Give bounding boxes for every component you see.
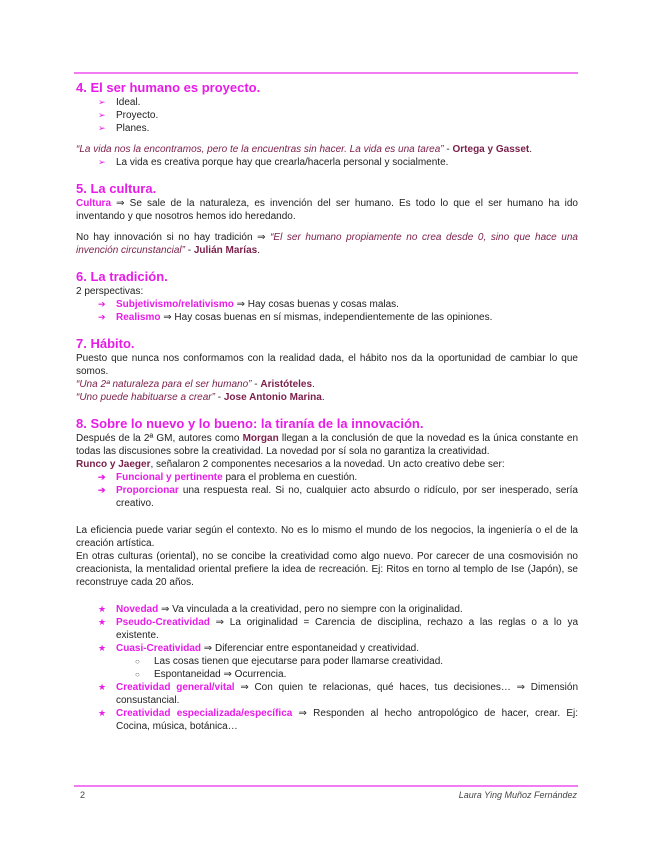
list-item: ★ Pseudo-Creatividad ⇒ La originalidad = Carencia de disciplina, rechazo a las reglas o a lo ya existente. <box>98 617 578 641</box>
list-item: ★ Creatividad general/vital ⇒ Con quien te relacionas, qué haces, tus decisiones… ⇒ Dimensión consustancial. <box>98 682 579 706</box>
list-item: ★ Cuasi-Creatividad ⇒ Diferenciar entre espontaneidad y creatividad. ○ Las cosas tienen que ejecutarse para poder llamarse creatividad. ○ Espontaneidad ⇒ Ocurrencia. <box>76 642 578 681</box>
arrowhead-icon: ➢ <box>98 97 106 107</box>
eficiencia-paragraph: La eficiencia puede variar según el contexto. No es lo mismo el mundo de los negocios, la ingeniería o el de la creación artística. <box>76 525 578 549</box>
footer-rule <box>74 785 578 787</box>
document-body <box>76 80 578 733</box>
habito-paragraph: Puesto que nunca nos conformamos con la realidad dada, el hábito nos da la oportunidad de cambiar lo que somos. <box>76 353 578 377</box>
list-item: ➢ Planes. <box>98 123 150 134</box>
arrow-icon: ➔ <box>98 312 106 322</box>
perspectivas-intro: 2 perspectivas: <box>76 286 144 297</box>
cuasi-sublist <box>76 655 578 681</box>
list-item: ➔ Funcional y pertinente para el problema en cuestión. <box>98 472 358 483</box>
arrowhead-icon: ➢ <box>98 157 106 167</box>
ortega-quote: “La vida nos la encontramos, pero te la encuentras sin hacer. La vida es una tarea” - Ortega y Gasset. <box>76 144 533 155</box>
arrow-icon: ➔ <box>98 472 106 482</box>
aristoteles-quote: “Una 2ª naturaleza para el ser humano” - Aristóteles. <box>76 379 315 390</box>
list-item: ➔ Proporcionar una respuesta real. Si no, cualquier acto absurdo o ridículo, por ser inesperado, sería creativo. <box>98 485 578 509</box>
tradicion-paragraph: No hay innovación si no hay tradición ⇒ “El ser humano propiamente no crea desde 0, sino que hace una invención circunstancial” - Julián Marías. <box>76 232 578 256</box>
list-item: ➢ Ideal. <box>98 97 141 108</box>
footer-author: Laura Ying Muñoz Fernández <box>458 790 577 800</box>
header-rule <box>74 72 578 74</box>
list-item: ★ Creatividad especializada/específica ⇒ Responden al hecho antropológico de hacer, crear. Ej: Cocina, música, botánica… <box>98 708 579 732</box>
list-item: ➢ Proyecto. <box>98 110 159 121</box>
star-icon: ★ <box>98 643 107 653</box>
star-icon: ★ <box>98 604 107 614</box>
page-number: 2 <box>80 790 86 800</box>
creatividad-types-list <box>76 603 578 733</box>
section-7-title: 7. Hábito. <box>76 336 135 351</box>
list-item: ○ Espontaneidad ⇒ Ocurrencia. <box>135 669 287 680</box>
section-6-title: 6. La tradición. <box>76 269 168 284</box>
arrow-icon: ➔ <box>98 485 106 495</box>
section-5-title: 5. La cultura. <box>76 181 157 196</box>
oriental-paragraph: En otras culturas (oriental), no se concibe la creatividad como algo nuevo. Por carecer de una cosmovisión no creacionista, la mentalidad oriental prefiere la idea de recreación. Ej: Ritos en torno al templo de Ise (Japón), se reconstruye cada 20 años. <box>76 551 578 588</box>
list-item: ➢ La vida es creativa porque hay que crearla/hacerla personal y socialmente. <box>98 157 449 168</box>
section-8-title: 8. Sobre lo nuevo y lo bueno: la tiranía de la innovación. <box>76 416 424 431</box>
marina-quote: “Uno puede habituarse a crear” - Jose Antonio Marina. <box>76 392 325 403</box>
arrow-icon: ➔ <box>98 299 106 309</box>
star-icon: ★ <box>98 682 107 692</box>
list-item: ★ Novedad ⇒ Va vinculada a la creatividad, pero no siempre con la originalidad. <box>98 604 463 615</box>
arrowhead-icon: ➢ <box>98 123 106 133</box>
star-icon: ★ <box>98 708 107 718</box>
list-item: ○ Las cosas tienen que ejecutarse para poder llamarse creatividad. <box>135 656 444 667</box>
runco-paragraph: Runco y Jaeger, señalaron 2 componentes necesarios a la novedad. Un acto creativo debe ser: <box>76 459 505 470</box>
list-item: ➔ Realismo ⇒ Hay cosas buenas en sí mismas, independientemente de las opiniones. <box>98 312 493 323</box>
star-icon: ★ <box>98 617 107 627</box>
perspectivas-list <box>76 298 578 324</box>
acto-creativo-list <box>76 471 578 510</box>
list-item: ➔ Subjetivismo/relativismo ⇒ Hay cosas buenas y cosas malas. <box>98 299 399 310</box>
cultura-paragraph: Cultura ⇒ Se sale de la naturaleza, es invención del ser humano. Es todo lo que el ser humano ha ido inventando y que nosotros hemos ido heredando. <box>76 198 578 222</box>
section-4-title: 4. El ser humano es proyecto. <box>76 80 261 95</box>
circle-bullet-icon: ○ <box>135 670 140 679</box>
circle-bullet-icon: ○ <box>135 657 140 666</box>
morgan-paragraph: Después de la 2ª GM, autores como Morgan llegan a la conclusión de que la novedad es la única constante en todas las discusiones sobre la creatividad. La novedad por sí sola no garantiza la creatividad. <box>76 433 579 457</box>
arrowhead-icon: ➢ <box>98 110 106 120</box>
section-4-note-list <box>76 156 578 169</box>
section-4-list <box>76 96 578 135</box>
